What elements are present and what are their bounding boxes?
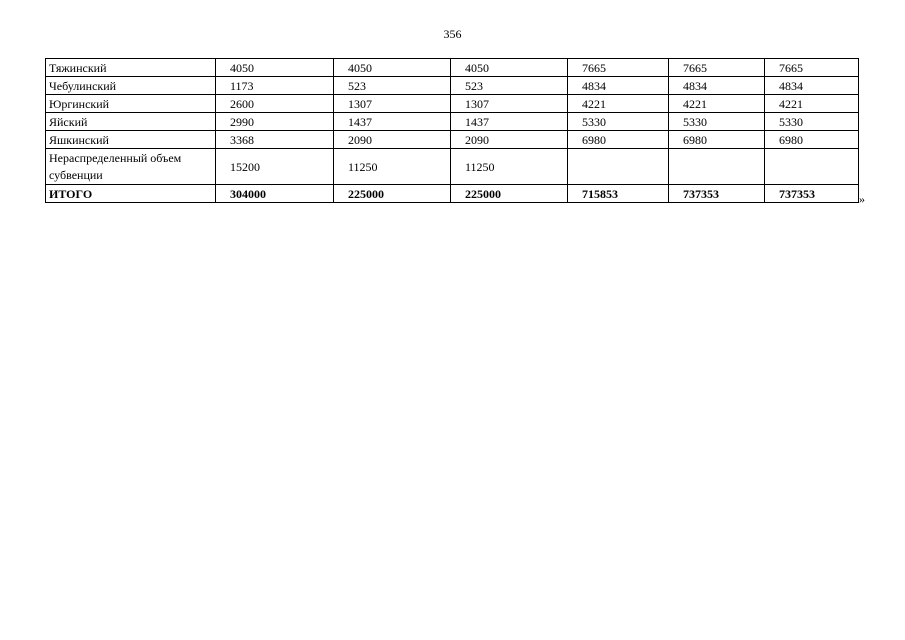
district-name: Нераспределенный объем субвенции [46,149,216,185]
table-cell: 1173 [216,77,334,95]
district-name: Юргинский [46,95,216,113]
table-row [46,59,859,77]
total-cell: 715853 [568,185,669,203]
total-cell: 737353 [669,185,765,203]
total-label: ИТОГО [46,185,216,203]
total-cell: 304000 [216,185,334,203]
table-cell: 1307 [334,95,451,113]
table-cell: 4221 [669,95,765,113]
table-cell: 4221 [568,95,669,113]
subvention-table [45,58,859,203]
table-cell: 4834 [765,77,859,95]
table-cell: 7665 [568,59,669,77]
table-cell: 6980 [765,131,859,149]
table-cell: 7665 [765,59,859,77]
table-cell: 6980 [669,131,765,149]
table-row [46,149,859,185]
table-cell [669,149,765,185]
table-cell: 2090 [451,131,568,149]
table-cell: 5330 [669,113,765,131]
district-name: Тяжинский [46,59,216,77]
total-row [46,185,859,203]
table-cell: 4050 [216,59,334,77]
district-name: Яшкинский [46,131,216,149]
table-cell [568,149,669,185]
district-name: Чебулинский [46,77,216,95]
table-cell: 4834 [568,77,669,95]
table-cell: 2090 [334,131,451,149]
total-cell: 737353 [765,185,859,203]
table-cell: 4050 [334,59,451,77]
table-cell: 4050 [451,59,568,77]
table-cell: 15200 [216,149,334,185]
table-cell: 11250 [334,149,451,185]
total-cell: 225000 [451,185,568,203]
table-row [46,131,859,149]
table-cell: 3368 [216,131,334,149]
table-cell: 1307 [451,95,568,113]
table-cell: 1437 [451,113,568,131]
table-cell: 7665 [669,59,765,77]
table-cell: 6980 [568,131,669,149]
district-name: Яйский [46,113,216,131]
table-cell: 523 [334,77,451,95]
table-cell: 2990 [216,113,334,131]
total-cell: 225000 [334,185,451,203]
table-cell: 5330 [568,113,669,131]
table-row [46,95,859,113]
table-cell: 2600 [216,95,334,113]
table-cell: 1437 [334,113,451,131]
table-cell: 5330 [765,113,859,131]
table-cell [765,149,859,185]
table-cell: 4834 [669,77,765,95]
table-cell: 523 [451,77,568,95]
table-cell: 4221 [765,95,859,113]
table-row [46,113,859,131]
table-cell: 11250 [451,149,568,185]
table-row [46,77,859,95]
page-number: 356 [443,27,462,41]
closing-quote-mark: » [859,192,865,206]
